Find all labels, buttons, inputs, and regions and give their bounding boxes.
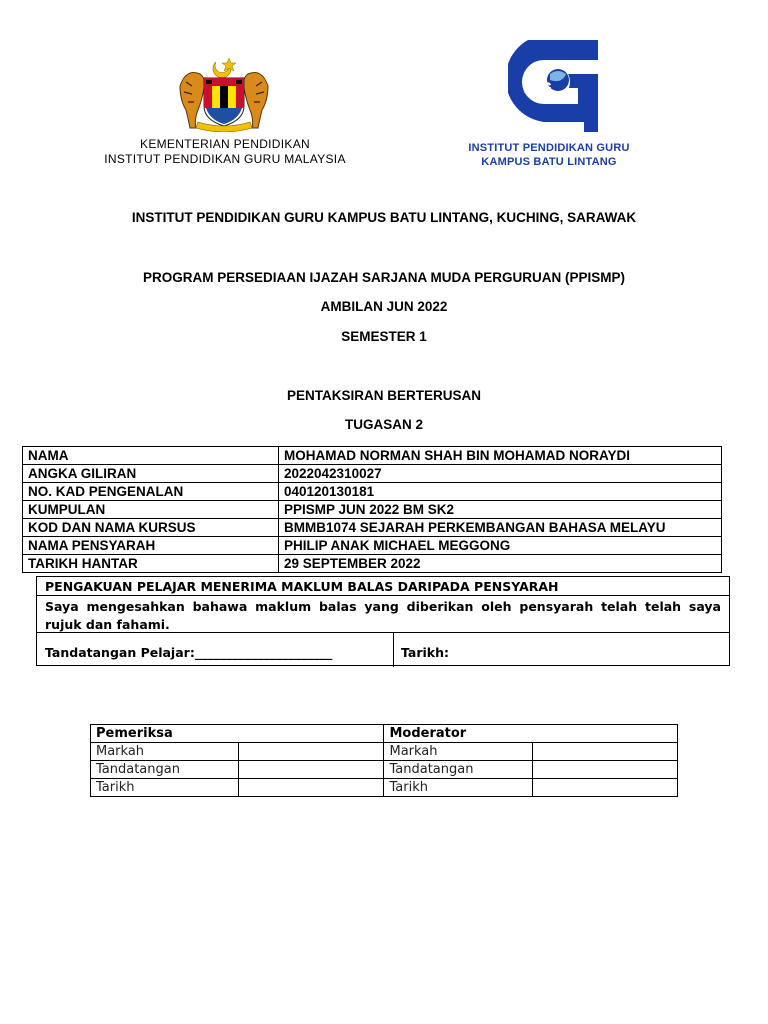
program-title: PROGRAM PERSEDIAAN IJAZAH SARJANA MUDA PERGURUAN (PPISMP): [142, 270, 626, 285]
info-value: 040120130181: [279, 483, 722, 501]
examiner-header: Pemeriksa: [91, 725, 384, 743]
divider: [393, 633, 394, 667]
student-signature-field[interactable]: Tandatangan Pelajar:______________________: [45, 645, 333, 660]
moderator-row-label: Markah: [384, 743, 532, 761]
info-label: KUMPULAN: [23, 501, 279, 519]
task-title: TUGASAN 2: [344, 417, 423, 432]
ministry-institute-name: INSTITUT PENDIDIKAN GURU MALAYSIA: [104, 152, 346, 166]
examiner-row-label: Markah: [91, 743, 239, 761]
info-value: 2022042310027: [279, 465, 722, 483]
table-row: [23, 537, 722, 555]
info-value: BMMB1074 SEJARAH PERKEMBANGAN BAHASA MELAYU: [279, 519, 722, 537]
intake-title: AMBILAN JUN 2022: [320, 299, 448, 314]
info-value: 29 SEPTEMBER 2022: [279, 555, 722, 573]
examiner-signature-cell[interactable]: [239, 761, 384, 779]
table-row: [91, 725, 678, 743]
table-row: [91, 743, 678, 761]
table-row: [91, 761, 678, 779]
moderator-header: Moderator: [384, 725, 678, 743]
ipg-institute-name: INSTITUT PENDIDIKAN GURU: [468, 142, 630, 154]
acknowledgement-signature-row: [37, 632, 729, 667]
info-value: MOHAMAD NORMAN SHAH BIN MOHAMAD NORAYDI: [279, 447, 722, 465]
info-label: NAMA: [23, 447, 279, 465]
signature-date-field[interactable]: Tarikh:: [401, 645, 450, 660]
examiner-row-label: Tandatangan: [91, 761, 239, 779]
examiner-row-label: Tarikh: [91, 779, 239, 797]
info-label: NO. KAD PENGENALAN: [23, 483, 279, 501]
student-info-table: [22, 446, 722, 573]
institute-title: INSTITUT PENDIDIKAN GURU KAMPUS BATU LINTANG, KUCHING, SARAWAK: [131, 210, 637, 225]
acknowledgement-text: Saya mengesahkan bahawa maklum balas yang diberikan oleh pensyarah telah telah saya rujuk dan fahami.: [45, 599, 721, 632]
assessment-title: PENTAKSIRAN BERTERUSAN: [286, 388, 481, 403]
ipg-campus-name: KAMPUS BATU LINTANG: [481, 156, 617, 168]
semester-title: SEMESTER 1: [341, 329, 427, 344]
examiner-date-cell[interactable]: [239, 779, 384, 797]
ipg-mark: iPG: [524, 80, 552, 97]
table-row: [23, 501, 722, 519]
acknowledgement-box: [36, 576, 730, 666]
acknowledgement-title: PENGAKUAN PELAJAR MENERIMA MAKLUM BALAS DARIPADA PENSYARAH: [37, 577, 729, 596]
moderator-mark-cell[interactable]: [532, 743, 677, 761]
info-value: PHILIP ANAK MICHAEL MEGGONG: [279, 537, 722, 555]
table-row: [91, 779, 678, 797]
table-row: [23, 519, 722, 537]
table-row: [23, 465, 722, 483]
moderator-signature-cell[interactable]: [532, 761, 677, 779]
jata-negara-crest-icon: [172, 56, 276, 132]
table-row: [23, 483, 722, 501]
table-row: [23, 447, 722, 465]
ministry-name: KEMENTERIAN PENDIDIKAN: [140, 137, 310, 151]
moderator-date-cell[interactable]: [532, 779, 677, 797]
examiner-mark-cell[interactable]: [239, 743, 384, 761]
ipg-logo-icon: [508, 38, 600, 134]
table-row: [23, 555, 722, 573]
examiner-table: [90, 724, 678, 797]
moderator-row-label: Tandatangan: [384, 761, 532, 779]
info-value: PPISMP JUN 2022 BM SK2: [279, 501, 722, 519]
info-label: NAMA PENSYARAH: [23, 537, 279, 555]
moderator-row-label: Tarikh: [384, 779, 532, 797]
info-label: TARIKH HANTAR: [23, 555, 279, 573]
info-label: ANGKA GILIRAN: [23, 465, 279, 483]
info-label: KOD DAN NAMA KURSUS: [23, 519, 279, 537]
